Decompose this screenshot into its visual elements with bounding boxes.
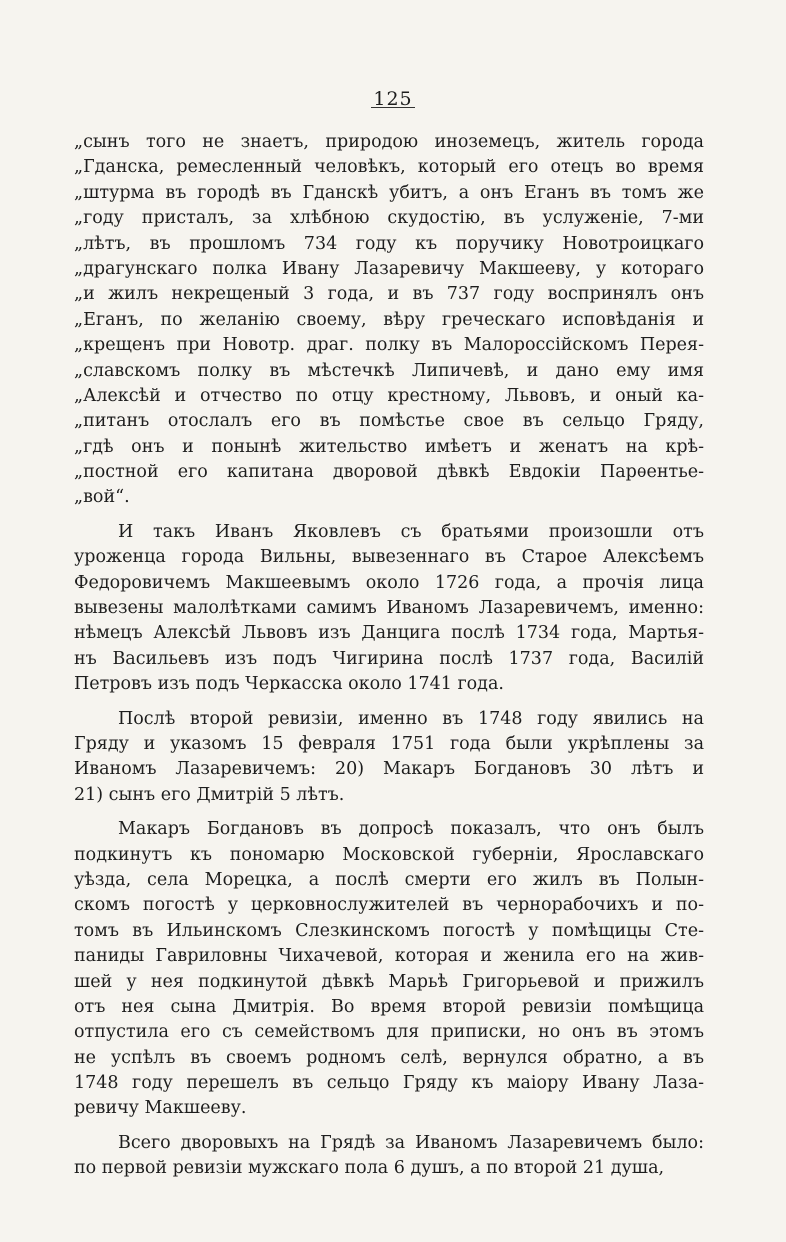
text-line: „Еганъ, по желанію своему, вѣру греческаго исповѣданія и [74, 309, 704, 330]
text-line: подкинутъ къ пономарю Московской губерніи, Ярославскаго [74, 844, 704, 865]
text-line: „вой“. [74, 487, 130, 508]
text-line: Федоровичемъ Макшеевымъ около 1726 года, а прочія лица [74, 572, 704, 593]
text-line: паниды Гавриловны Чихачевой, которая и женила его на жив- [74, 946, 704, 967]
text-line: отъ нея сына Дмитрія. Во время второй ревизіи помѣщица [74, 996, 704, 1017]
text-line: уроженца города Вильны, вывезеннаго въ Старое Алексѣемъ [74, 547, 704, 568]
text-line: „году присталъ, за хлѣбною скудостію, въ услуженіе, 7-ми [74, 208, 704, 229]
text-line: „славскомъ полку въ мѣстечкѣ Липичевѣ, и дано ему имя [74, 360, 704, 381]
text-line: Послѣ второй ревизіи, именно въ 1748 году явились на [118, 708, 704, 729]
text-line: Макаръ Богдановъ въ допросѣ показалъ, что онъ былъ [118, 819, 704, 840]
paragraph-gap [74, 808, 704, 817]
text-line: „крещенъ при Новотр. драг. полку въ Малороссійскомъ Перея- [74, 335, 704, 356]
text-line: по первой ревизіи мужскаго пола 6 душъ, а по второй 21 душа, [74, 1158, 665, 1179]
text-line: Гряду и указомъ 15 февраля 1751 года были укрѣплены за [74, 733, 704, 754]
paragraph [74, 707, 704, 809]
paragraph-gap [74, 698, 704, 707]
text-line: „Гданска, ремесленный человѣкъ, который его отецъ во время [74, 157, 704, 178]
text-line: „сынъ того не знаетъ, природою иноземецъ, житель города [74, 132, 704, 152]
text-line: „драгунскаго полка Ивану Лазаревичу Макшееву, у котораго [74, 258, 704, 279]
text-line: „лѣтъ, въ прошломъ 734 году къ поручику Новотроицкаго [74, 233, 704, 254]
page-number: 125 [0, 88, 786, 108]
text-line: Петровъ изъ подъ Черкасска около 1741 года. [74, 674, 504, 695]
text-line: „постной его капитана дворовой дѣвкѣ Евдокіи Парѳентье- [74, 462, 704, 483]
text-line: нъ Васильевъ изъ подъ Чигирина послѣ 1737 года, Василій [74, 648, 704, 669]
text-line: „и жилъ некрещеный 3 года, и въ 737 году воспринялъ онъ [74, 284, 704, 305]
text-line: „Алексѣй и отчество по отцу крестному, Львовъ, и оный ка- [74, 385, 704, 406]
text-line: нѣмецъ Алексѣй Львовъ изъ Данцига послѣ 1734 года, Мартья- [74, 623, 704, 644]
text-line: „штурма въ городѣ въ Гданскѣ убитъ, а онъ Еганъ въ томъ же [74, 182, 704, 203]
text-line: Иваномъ Лазаревичемъ: 20) Макаръ Богдановъ 30 лѣтъ и [74, 759, 704, 780]
paragraph [74, 1131, 704, 1182]
body-text [74, 130, 704, 1182]
text-line: уѣзда, села Морецка, а послѣ смерти его жилъ въ Полын- [74, 869, 704, 890]
text-line: „питанъ отослалъ его въ помѣстье свое въ сельцо Гряду, [74, 411, 704, 432]
text-line: 21) сынъ его Дмитрій 5 лѣтъ. [74, 784, 345, 805]
text-line: И такъ Иванъ Яковлевъ съ братьями произошли отъ [118, 521, 704, 542]
paragraph [74, 817, 704, 1122]
text-line: шей у нея подкинутой дѣвкѣ Марьѣ Григорьевой и прижилъ [74, 971, 704, 992]
paragraph-gap [74, 511, 704, 520]
paragraph [74, 520, 704, 698]
paragraph-gap [74, 1122, 704, 1131]
text-line: не успѣлъ въ своемъ родномъ селѣ, вернулся обратно, а въ [74, 1047, 704, 1068]
text-line: вывезены малолѣтками самимъ Иваномъ Лазаревичемъ, именно: [74, 598, 704, 619]
text-line: „гдѣ онъ и понынѣ жительство имѣетъ и женатъ на крѣ- [74, 436, 704, 457]
text-line: ревичу Макшееву. [74, 1098, 247, 1119]
text-line: скомъ погостѣ у церковнослужителей въ чернорабочихъ и по- [74, 895, 704, 916]
text-line: томъ въ Ильинскомъ Слезкинскомъ погостѣ у помѣщицы Сте- [74, 920, 704, 941]
text-line: Всего дворовыхъ на Грядѣ за Иваномъ Лазаревичемъ было: [118, 1132, 704, 1153]
text-line: 1748 году перешелъ въ сельцо Гряду къ маіору Ивану Лаза- [74, 1073, 704, 1094]
text-line: отпустила его съ семействомъ для приписки, но онъ въ этомъ [74, 1022, 704, 1043]
paragraph [74, 130, 704, 511]
